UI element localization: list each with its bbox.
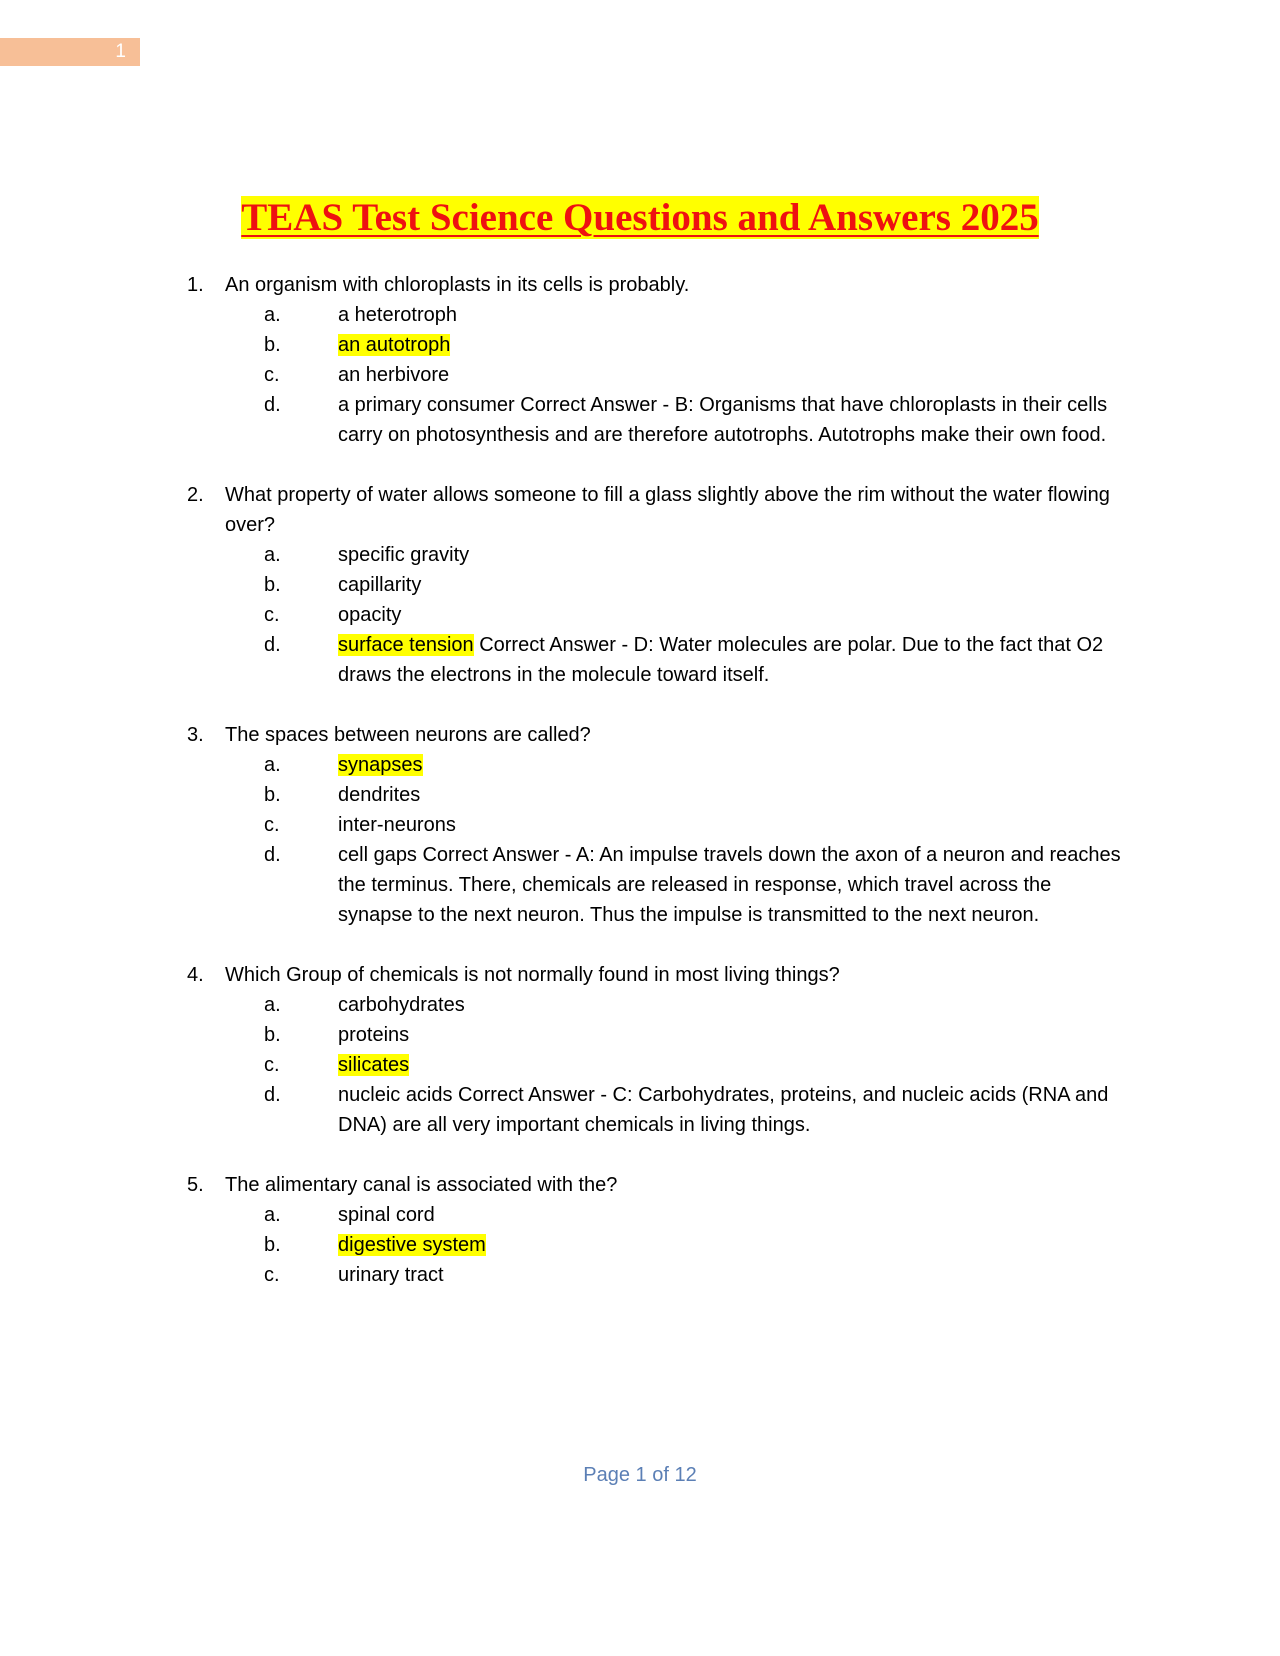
question-number: 1. — [187, 274, 204, 296]
answer-option — [0, 540, 1128, 570]
answer-option — [0, 360, 1128, 390]
question-text: What property of water allows someone to fill a glass slightly above the rim without the water flowing over? — [225, 484, 1110, 536]
question-text: Which Group of chemicals is not normally found in most living things? — [225, 964, 840, 986]
question-item — [0, 270, 1280, 450]
document-title-text: TEAS Test Science Questions and Answers 2025 — [241, 196, 1039, 239]
question-item — [0, 480, 1280, 690]
question-number: 2. — [187, 484, 204, 506]
correct-answer-highlight: synapses — [338, 754, 423, 776]
answer-option — [0, 390, 1128, 450]
option-text: opacity — [338, 604, 402, 626]
option-text: urinary tract — [338, 1264, 444, 1286]
answer-option — [0, 630, 1128, 690]
document-title — [0, 192, 1280, 244]
question-item — [0, 1170, 1280, 1290]
question-line — [0, 960, 1120, 990]
answer-option — [0, 1230, 1128, 1260]
question-text: An organism with chloroplasts in its cells is probably. — [225, 274, 690, 296]
question-list — [0, 270, 1280, 1320]
option-text: carbohydrates — [338, 994, 465, 1016]
question-line — [0, 1170, 1120, 1200]
option-text: dendrites — [338, 784, 421, 806]
option-letter: b. — [264, 574, 281, 596]
option-letter: a. — [264, 754, 281, 776]
question-item — [0, 960, 1280, 1140]
answer-option — [0, 330, 1128, 360]
answer-option — [0, 600, 1128, 630]
correct-answer-highlight: digestive system — [338, 1234, 486, 1256]
option-text: cell gaps Correct Answer - A: An impulse travels down the axon of a neuron and reaches the terminus. There, chemicals are released in response, which travel across the synapse to the next neuron. Thus the impulse is transmitted to the next neuron. — [338, 844, 1121, 926]
option-text: proteins — [338, 1024, 410, 1046]
correct-answer-highlight: surface tension — [338, 634, 474, 656]
option-letter: d. — [264, 844, 281, 866]
option-letter: d. — [264, 1084, 281, 1106]
option-letter: a. — [264, 1204, 281, 1226]
question-item — [0, 720, 1280, 930]
question-text: The spaces between neurons are called? — [225, 724, 591, 746]
answer-option — [0, 990, 1128, 1020]
answer-explanation: Correct Answer - D: Water molecules are polar. Due to the fact that O2 draws the electrons in the molecule toward itself. — [338, 634, 1104, 686]
option-letter: b. — [264, 1024, 281, 1046]
option-letter: d. — [264, 394, 281, 416]
question-number: 4. — [187, 964, 204, 986]
question-number: 3. — [187, 724, 204, 746]
option-letter: a. — [264, 994, 281, 1016]
option-letter: b. — [264, 334, 281, 356]
question-number: 5. — [187, 1174, 204, 1196]
option-text: inter-neurons — [338, 814, 456, 836]
answer-option — [0, 300, 1128, 330]
option-letter: c. — [264, 604, 280, 626]
answer-option — [0, 840, 1128, 930]
option-text: specific gravity — [338, 544, 470, 566]
question-line — [0, 720, 1120, 750]
answer-option — [0, 570, 1128, 600]
option-letter: b. — [264, 1234, 281, 1256]
option-text: spinal cord — [338, 1204, 435, 1226]
option-letter: c. — [264, 364, 280, 386]
option-text: an herbivore — [338, 364, 450, 386]
option-letter: a. — [264, 304, 281, 326]
question-text: The alimentary canal is associated with the? — [225, 1174, 618, 1196]
answer-option — [0, 810, 1128, 840]
option-letter: c. — [264, 814, 280, 836]
option-letter: d. — [264, 634, 281, 656]
option-text: a primary consumer Correct Answer - B: Organisms that have chloroplasts in their cells carry on photosynthesis and are therefore autotrophs. Autotrophs make their own food. — [338, 394, 1108, 446]
option-text: nucleic acids Correct Answer - C: Carbohydrates, proteins, and nucleic acids (RNA and DNA) are all very important chemicals in living things. — [338, 1084, 1109, 1136]
page-number-tab: 1 — [0, 38, 140, 66]
answer-option — [0, 1020, 1128, 1050]
page-footer: Page 1 of 12 — [583, 1464, 697, 1486]
option-letter: b. — [264, 784, 281, 806]
answer-option — [0, 1260, 1128, 1290]
option-letter: c. — [264, 1264, 280, 1286]
correct-answer-highlight: an autotroph — [338, 334, 451, 356]
question-line — [0, 480, 1120, 540]
option-letter: a. — [264, 544, 281, 566]
answer-option — [0, 1080, 1128, 1140]
question-line — [0, 270, 1120, 300]
option-letter: c. — [264, 1054, 280, 1076]
answer-option — [0, 1050, 1128, 1080]
answer-option — [0, 780, 1128, 810]
correct-answer-highlight: silicates — [338, 1054, 410, 1076]
answer-option — [0, 750, 1128, 780]
answer-option — [0, 1200, 1128, 1230]
option-text: capillarity — [338, 574, 422, 596]
option-text: a heterotroph — [338, 304, 457, 326]
